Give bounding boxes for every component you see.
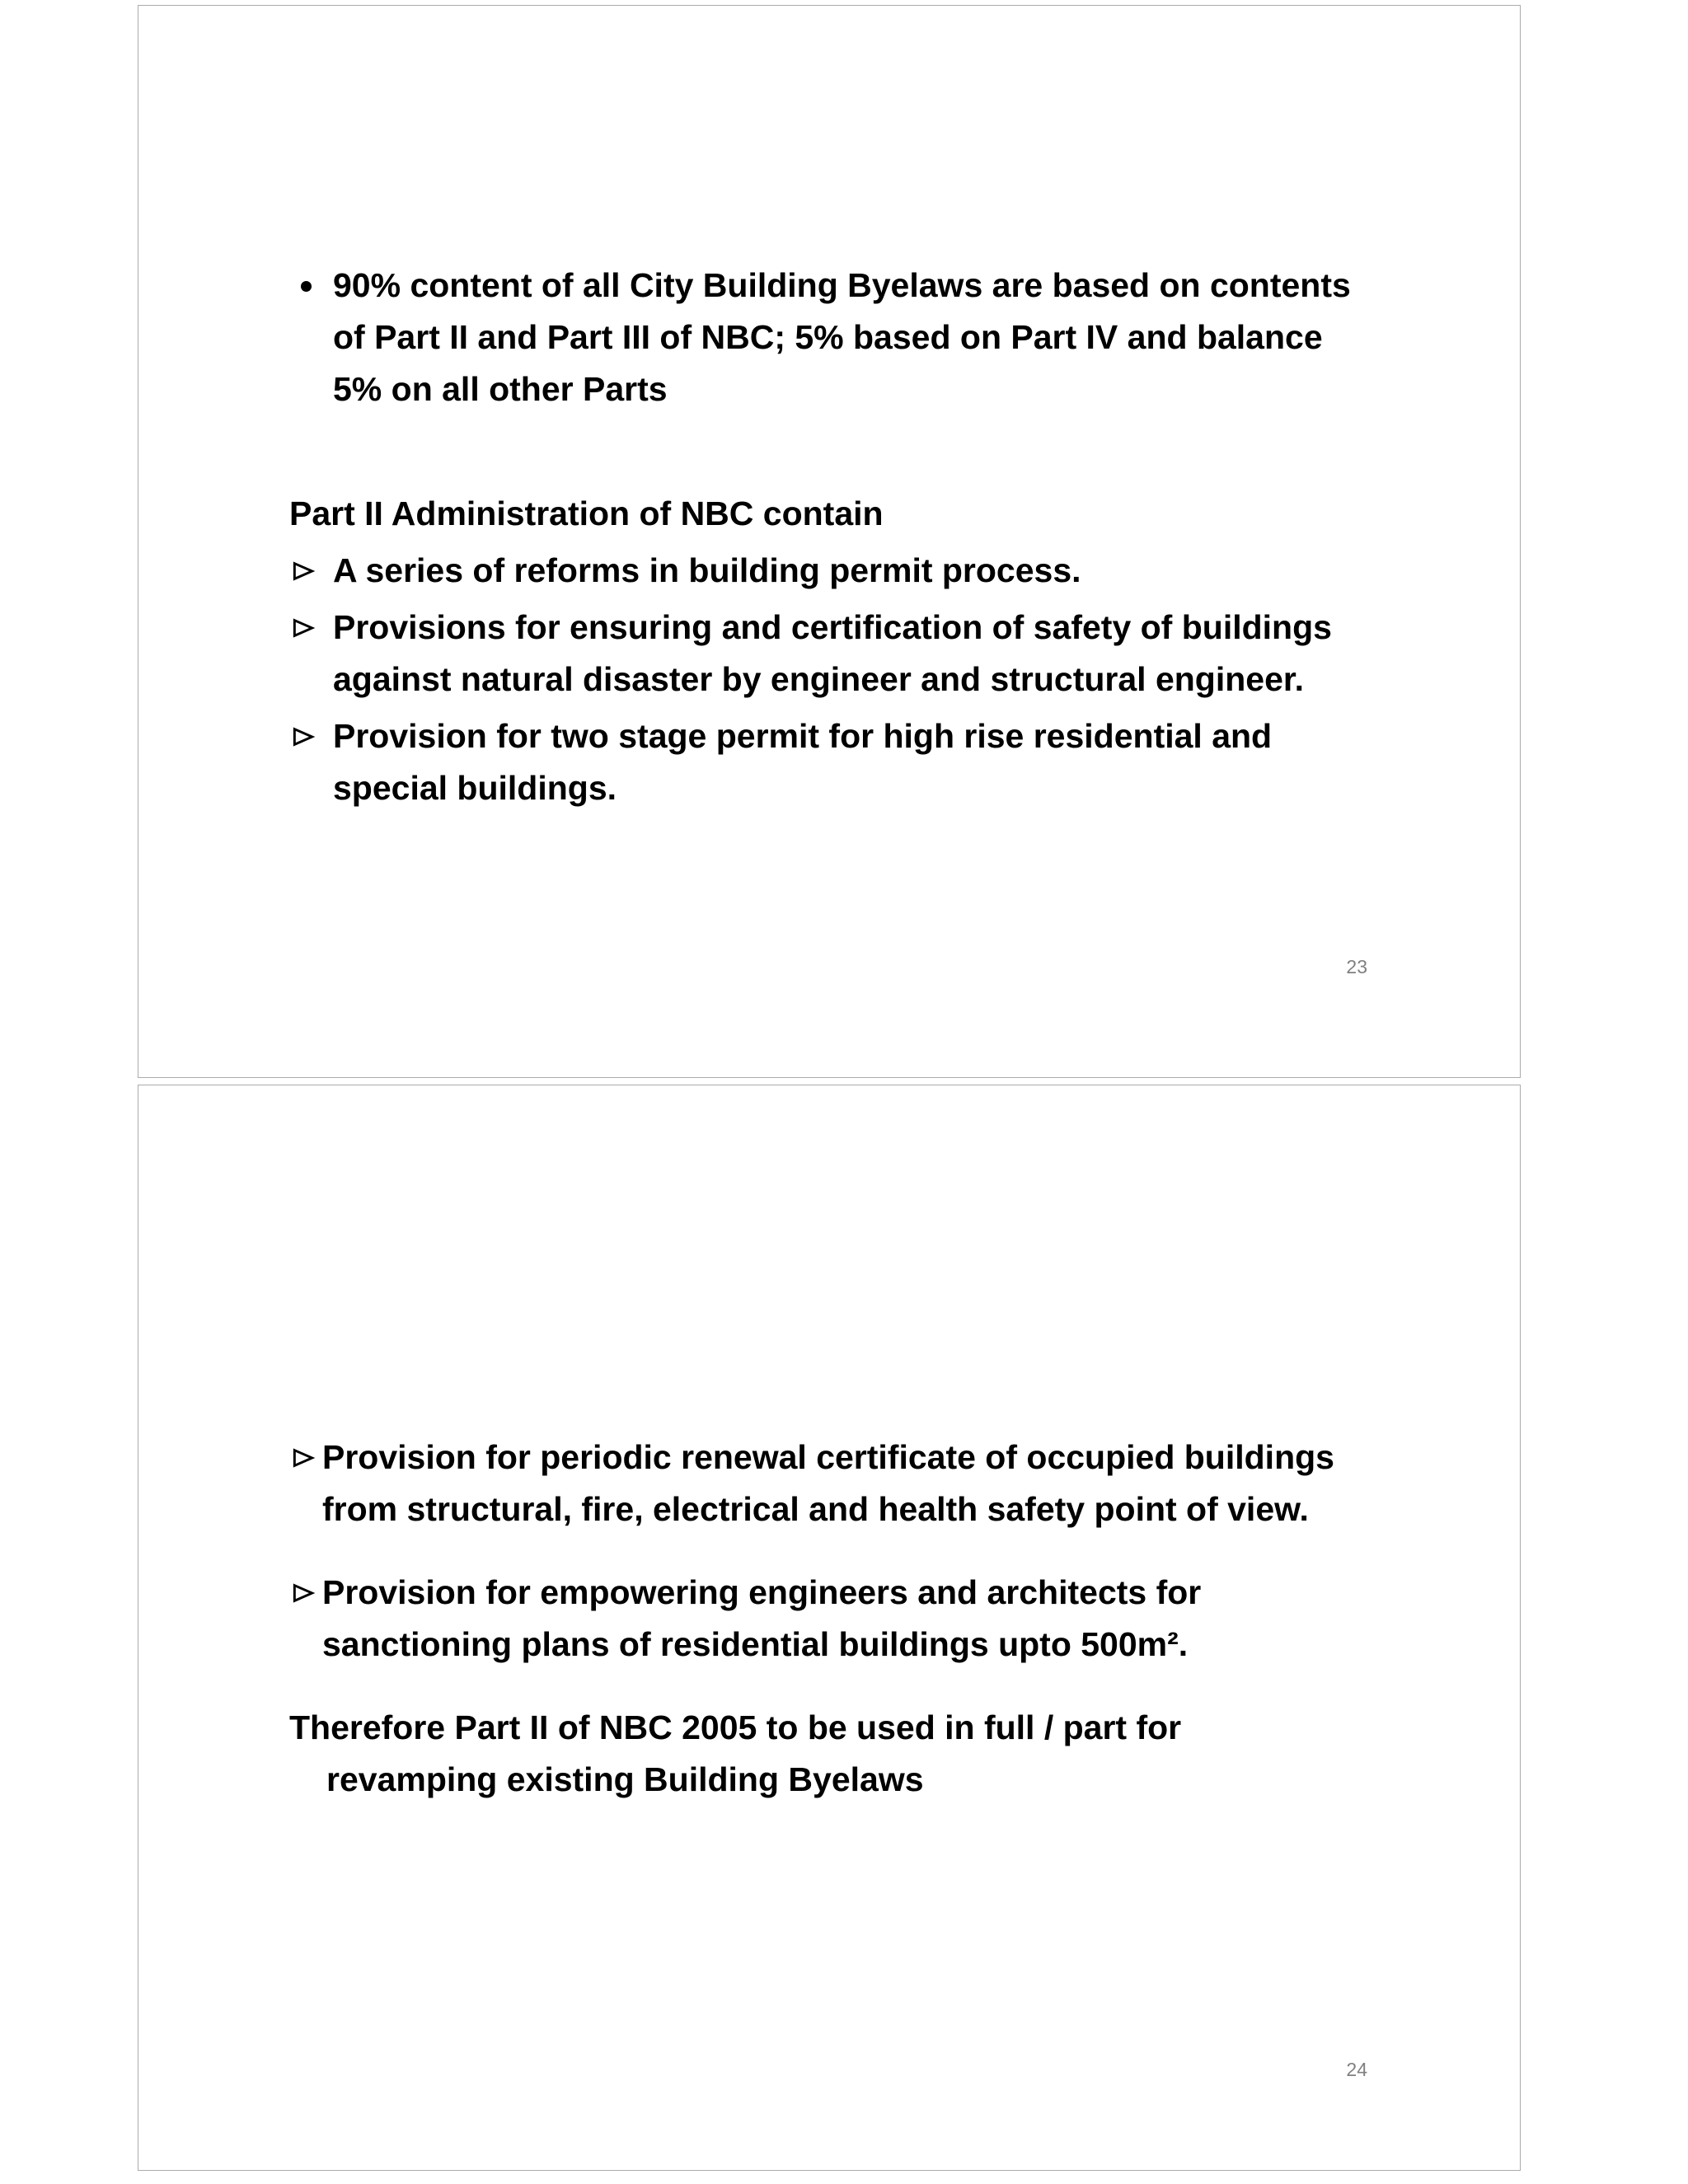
list-item [289,602,1386,705]
slide-number: 23 [1346,956,1367,977]
closing-line-2: revamping existing Building Byelaws [326,1760,924,1798]
slide-23 [138,5,1521,1078]
section-heading: Part II Administration of NBC contain [289,494,884,532]
list-item [289,1432,1394,1535]
list-item-text: Provision for two stage permit for high rise residential and special buildings. [333,717,1273,807]
closing-statement [289,1702,1344,1806]
intro-text: 90% content of all City Building Byelaws are based on contents of Part II and Part III of NBC; 5% based on Part IV and balance 5% on all other Parts [333,266,1351,408]
slide-24-content [289,1432,1394,1806]
bullet-icon [289,260,333,312]
list-item [289,710,1386,814]
slide-24 [138,1085,1521,2171]
arrow-bullet-icon [289,602,333,654]
list-item [289,260,1386,415]
closing-line-1: Therefore Part II of NBC 2005 to be used in full / part for [289,1708,1182,1746]
list-item-text: Provision for empowering engineers and architects for sanctioning plans of residential buildings upto 500m². [322,1573,1202,1663]
list-item-text: Provision for periodic renewal certificate of occupied buildings from structural, fire, electrical and health safety point of view. [322,1438,1334,1528]
list-item-text: Provisions for ensuring and certification of safety of buildings against natural disaster by engineer and structural engineer. [333,608,1332,698]
list-item-text: A series of reforms in building permit process. [333,551,1081,589]
arrow-bullet-icon [289,1432,322,1483]
slide-number: 24 [1346,2059,1367,2080]
list-item [289,545,1386,597]
arrow-bullet-icon [289,545,333,597]
list-item [289,1567,1394,1671]
arrow-bullet-icon [289,710,333,762]
arrow-bullet-icon [289,1567,322,1619]
slide-23-content [289,260,1386,819]
